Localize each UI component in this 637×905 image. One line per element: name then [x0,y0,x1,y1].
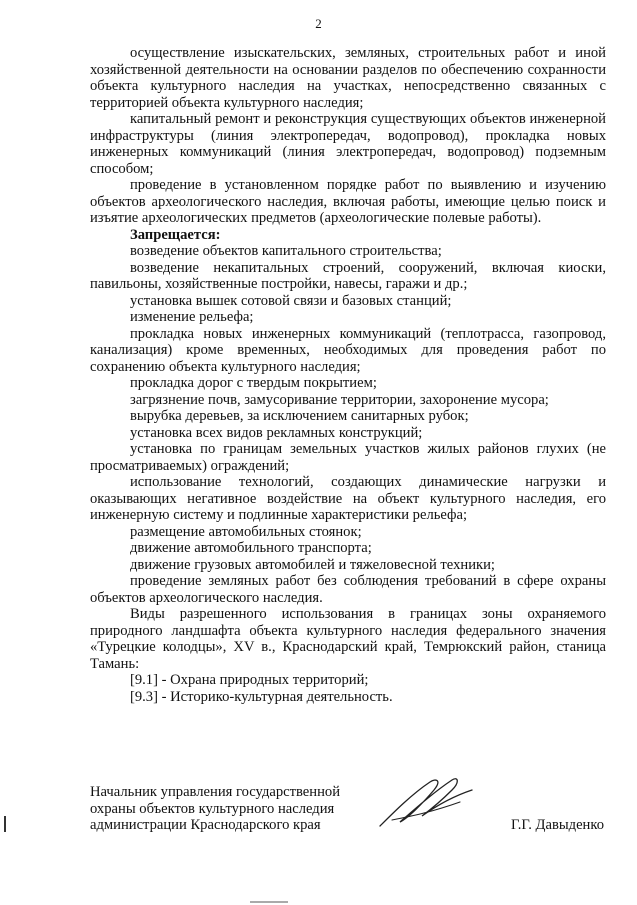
list-item: возведение объектов капитального строительства; [130,243,442,259]
paragraph: осуществление изыскательских, земляных, строительных работ и иной хозяйственной деятельности на основании разделов по обеспечению сохранности объекта культурного наследия на участках, непосредственно связанных с территорией объекта культурного наследия; [90,45,606,111]
signer-title-line: охраны объектов культурного наследия [90,800,335,817]
handwritten-signature [372,772,482,832]
signer-title-line: Начальник управления государственной [90,784,341,800]
list-item: [9.3] - Историко-культурная деятельность. [130,688,393,705]
list-item: прокладка новых инженерных коммуникаций (теплотрасса, газопровод, канализация) кроме временных, необходимых для проведения работ по сохранению объекта культурного наследия; [90,325,606,375]
list-item: изменение рельефа; [130,309,254,325]
section-heading-prohibited: Запрещается: [130,226,221,243]
list-item: размещение автомобильных стоянок; [130,523,362,540]
list-item: установка по границам земельных участков жилых районов глухих (не просматриваемых) ограждений; [90,441,606,474]
list-item: вырубка деревьев, за исключением санитарных рубок; [130,408,469,424]
list-item: использование технологий, создающих динамические нагрузки и оказывающих негативное воздействие на объект культурного наследия, его инженерную систему и подлинные характеристики рельефа; [90,474,606,523]
signer-name: Г.Г. Давыденко [510,817,604,833]
paragraph: проведение в установленном порядке работ по выявлению и изучению объектов археологического наследия, включая работы, имеющие целью поиск и изъятие археологических предметов (археологические полевые работы). [90,177,606,226]
list-item: загрязнение почв, замусоривание территории, захоронение мусора; [130,391,549,408]
list-item: проведение земляных работ без соблюдения требований в сфере охраны объектов археологического наследия. [90,573,606,606]
list-item: установка всех видов рекламных конструкций; [130,424,423,441]
list-item: движение грузовых автомобилей и тяжеловесной техники; [130,556,495,573]
signature-block [90,784,606,844]
paragraph: капитальный ремонт и реконструкция существующих объектов инженерной инфраструктуры (линия электропередач, водопровод), прокладка новых инженерных коммуникаций (линия электропередач, водопровод) подземным способом; [90,111,606,177]
signer-title-line: администрации Краснодарского края [90,817,321,833]
list-item: возведение некапитальных строений, сооружений, включая киоски, павильоны, хозяйственные постройки, навесы, гаражи и др.; [90,259,606,292]
list-item: установка вышек сотовой связи и базовых станций; [130,292,452,309]
signer-title [90,784,340,834]
list-item: прокладка дорог с твердым покрытием; [130,375,377,391]
scan-edge-mark [250,901,288,903]
paragraph: Виды разрешенного использования в границах зоны охраняемого природного ландшафта объекта культурного наследия федерального значения «Турецкие колодцы», XV в., Краснодарский край, Темрюкский район, станица Тамань: [90,606,606,672]
page-number: 2 [315,16,322,31]
document-body [90,45,606,705]
list-item: [9.1] - Охрана природных территорий; [130,672,369,688]
list-item: движение автомобильного транспорта; [130,540,372,556]
scan-margin-mark [4,816,6,832]
